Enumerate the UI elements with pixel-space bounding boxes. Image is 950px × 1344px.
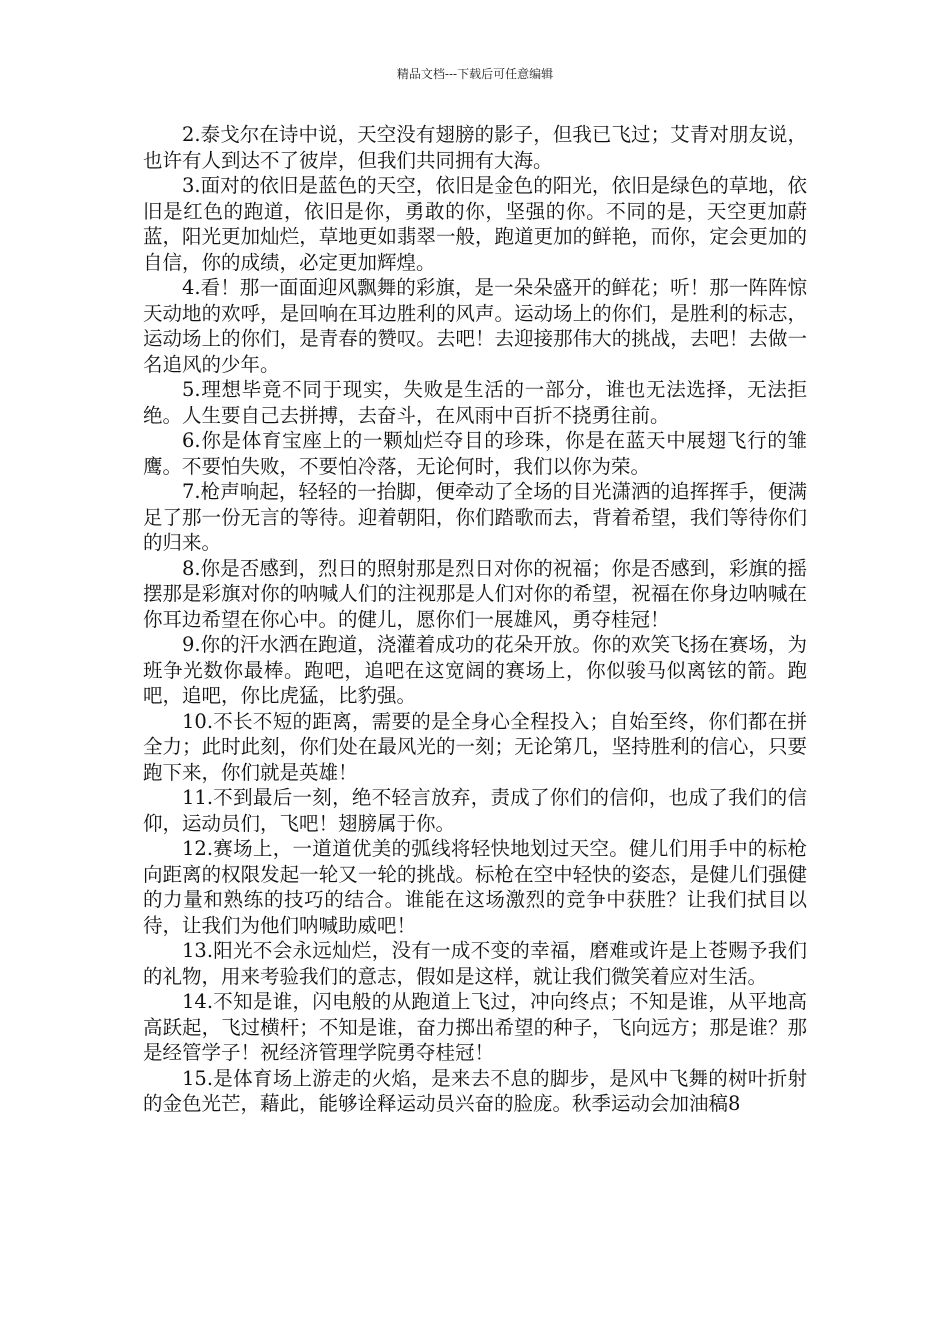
document-body	[143, 122, 807, 1117]
paragraph-2: 2.泰戈尔在诗中说，天空没有翅膀的影子，但我已飞过；艾青对朋友说，也许有人到达不了彼岸，但我们共同拥有大海。	[143, 123, 807, 172]
paragraph-12: 12.赛场上，一道道优美的弧线将轻快地划过天空。健儿们用手中的标枪向距离的权限发起一轮又一轮的挑战。标枪在空中轻快的姿态，是健儿们强健的力量和熟练的技巧的结合。谁能在这场激烈的竞争中获胜？让我们拭目以待，让我们为他们呐喊助威吧！	[143, 837, 807, 937]
paragraph-8: 8.你是否感到，烈日的照射那是烈日对你的祝福；你是否感到，彩旗的摇摆那是彩旗对你的呐喊人们的注视那是人们对你的希望，祝福在你身边呐喊在你耳边希望在你心中。的健儿，愿你们一展雄风，勇夺桂冠！	[143, 556, 807, 631]
paragraph-9: 9.你的汗水洒在跑道，浇灌着成功的花朵开放。你的欢笑飞扬在赛场，为班争光数你最棒。跑吧，追吧在这宽阔的赛场上，你似骏马似离铉的箭。跑吧，追吧，你比虎猛，比豹强。	[143, 633, 807, 707]
paragraph-10: 10.不长不短的距离，需要的是全身心全程投入；自始至终，你们都在拼全力；此时此刻，你们处在最风光的一刻；无论第几，坚持胜利的信心，只要跑下来，你们就是英雄！	[143, 709, 807, 784]
paragraph-4: 4.看！那一面面迎风飘舞的彩旗，是一朵朵盛开的鲜花；听！那一阵阵惊天动地的欢呼，是回响在耳边胜利的风声。运动场上的你们，是胜利的标志，运动场上的你们，是青春的赞叹。去吧！去迎接那伟大的挑战，去吧！去做一名追风的少年。	[143, 276, 807, 376]
paragraph-3: 3.面对的依旧是蓝色的天空，依旧是金色的阳光，依旧是绿色的草地，依旧是红色的跑道，依旧是你，勇敢的你，坚强的你。不同的是，天空更加蔚蓝，阳光更加灿烂，草地更如翡翠一般，跑道更加的鲜艳，而你，定会更加的自信，你的成绩，必定更加辉煌。	[143, 174, 807, 274]
page-header: 精品文档---下载后可任意编辑	[396, 67, 554, 81]
paragraph-5: 5.理想毕竟不同于现实，失败是生活的一部分，谁也无法选择，无法拒绝。人生要自己去拼搏，去奋斗，在风雨中百折不挠勇往前。	[143, 378, 807, 427]
paragraph-14: 14.不知是谁，闪电般的从跑道上飞过，冲向终点；不知是谁，从平地高高跃起，飞过横杆；不知是谁，奋力掷出希望的种子，飞向远方；那是谁？那是经管学子！祝经济管理学院勇夺桂冠！	[143, 990, 807, 1064]
paragraph-7: 7.枪声响起，轻轻的一抬脚，便牵动了全场的目光潇洒的追挥挥手，便满足了那一份无言的等待。迎着朝阳，你们踏歌而去，背着希望，我们等待你们的归来。	[143, 480, 807, 554]
paragraph-11: 11.不到最后一刻，绝不轻言放弃，责成了你们的信仰，也成了我们的信仰，运动员们，飞吧！翅膀属于你。	[143, 786, 807, 835]
paragraph-6: 6.你是体育宝座上的一颗灿烂夺目的珍珠，你是在蓝天中展翅飞行的雏鹰。不要怕失败，不要怕冷落，无论何时，我们以你为荣。	[143, 429, 807, 478]
paragraph-15: 15.是体育场上游走的火焰，是来去不息的脚步，是风中飞舞的树叶折射的金色光芒，藉此，能够诠释运动员兴奋的脸庞。秋季运动会加油稿8	[143, 1066, 807, 1115]
paragraph-13: 13.阳光不会永远灿烂，没有一成不变的幸福，磨难或许是上苍赐予我们的礼物，用来考验我们的意志，假如是这样，就让我们微笑着应对生活。	[143, 939, 807, 988]
